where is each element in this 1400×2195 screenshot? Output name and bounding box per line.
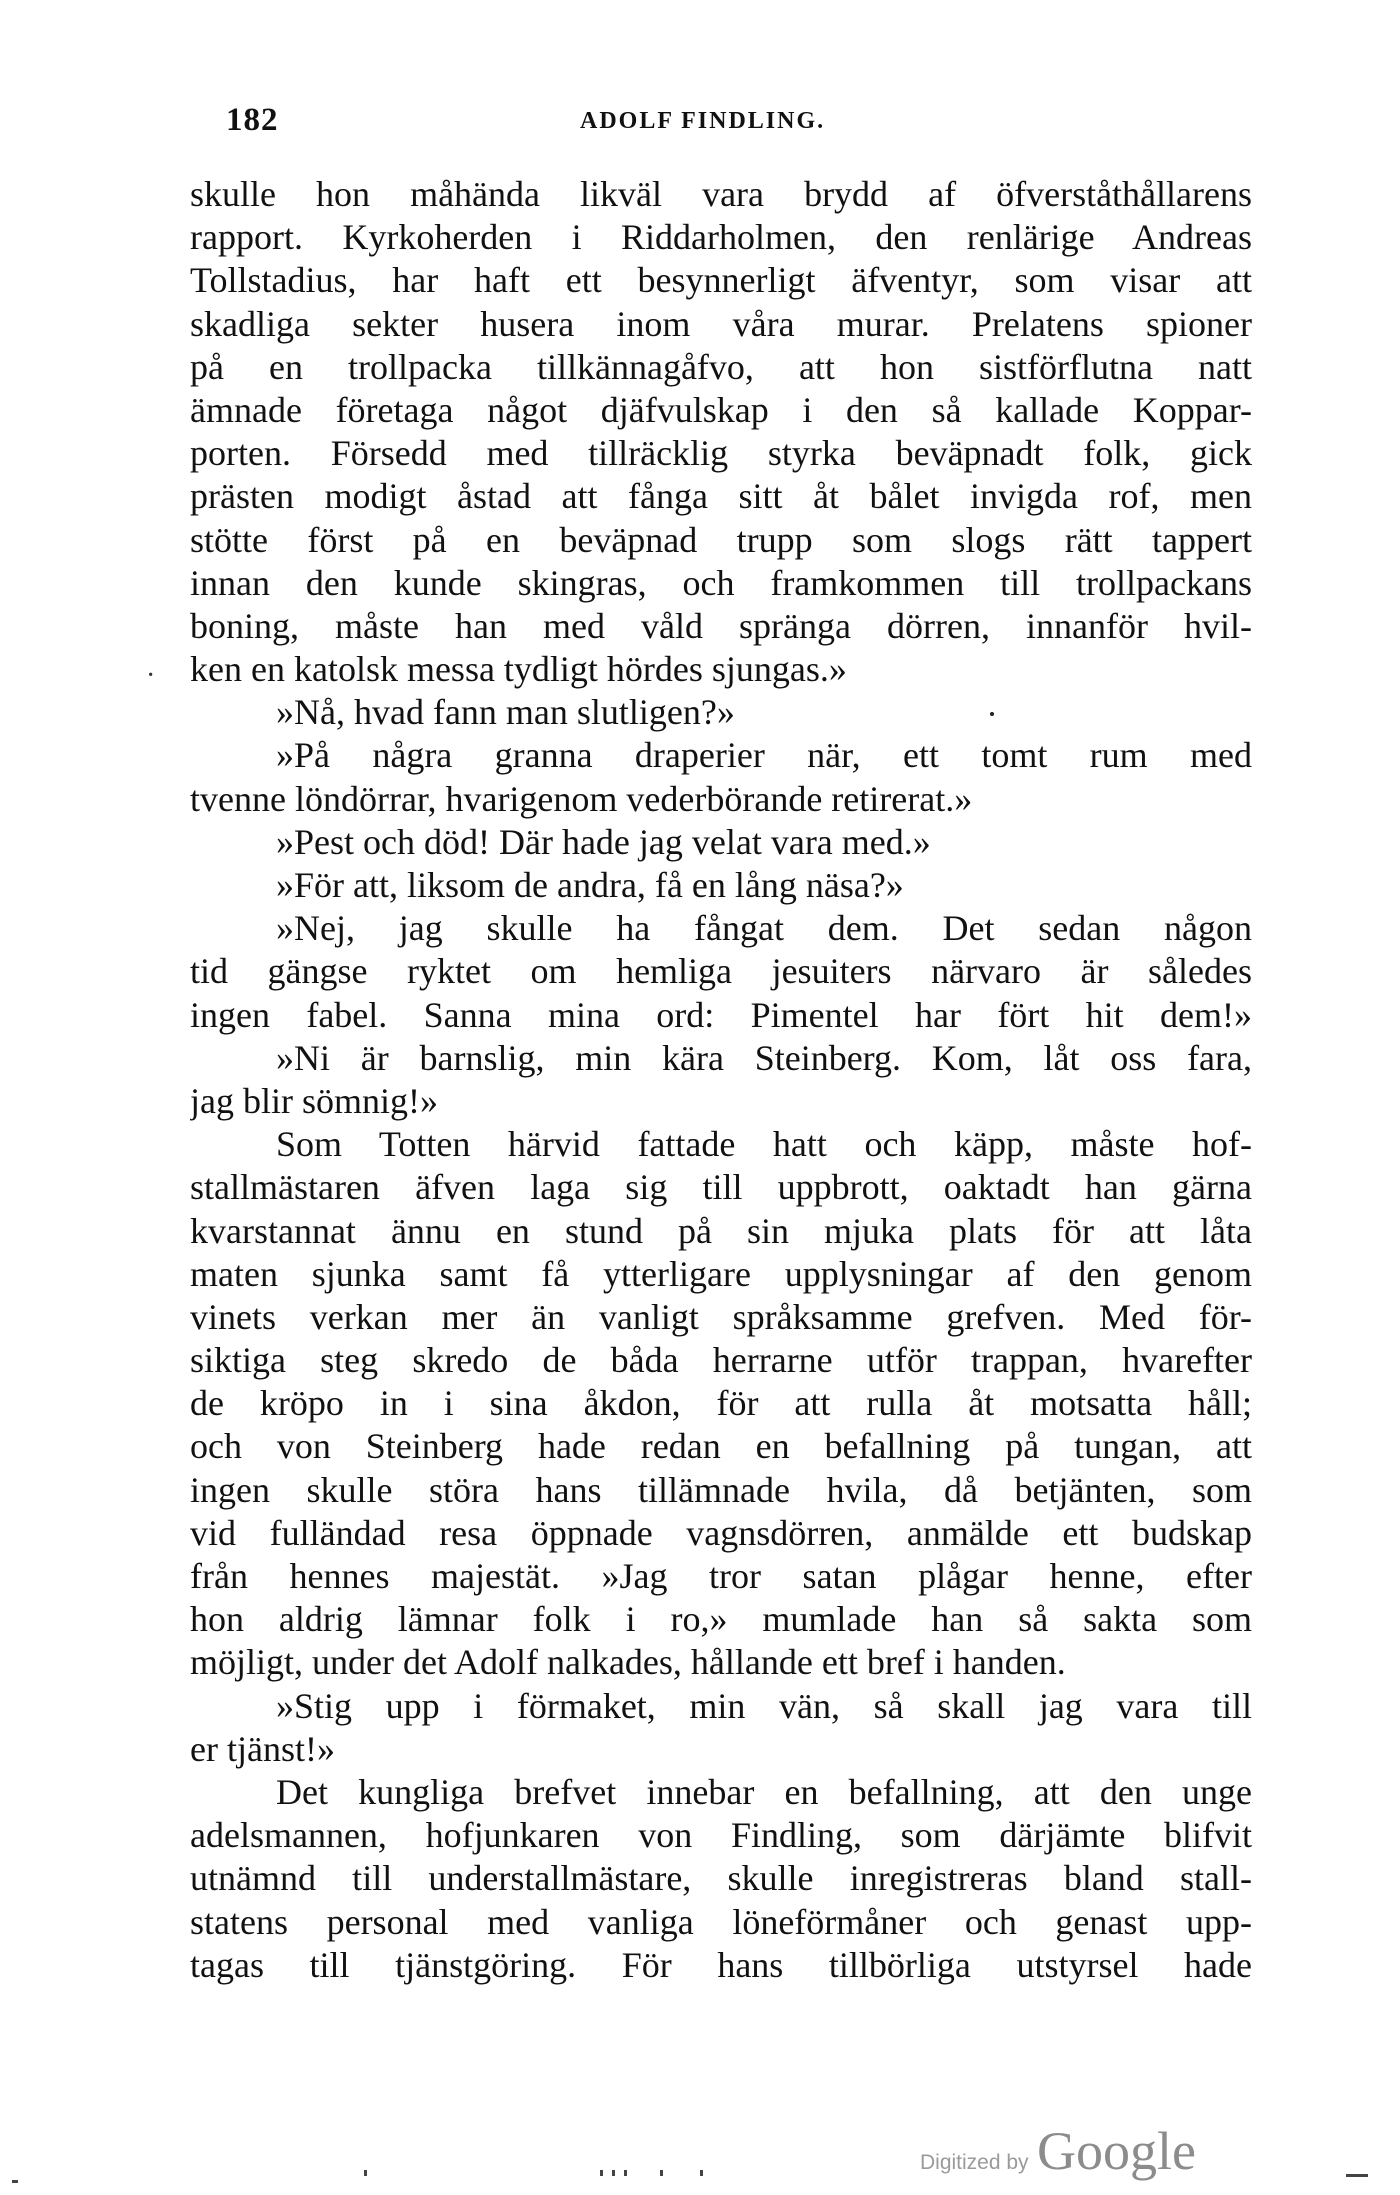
text-line: Tollstadius, har haft ett besynnerligt äfventyr, som visar att [190, 260, 1252, 301]
text-line: prästen modigt åstad att fånga sitt åt bålet invigda rof, men [190, 476, 1252, 517]
text-line: ingen skulle störa hans tillämnade hvila, då betjänten, som [190, 1469, 1252, 1510]
text-line: er tjänst!» [190, 1728, 335, 1769]
text-line: »Nå, hvad fann man slutligen?» [276, 692, 735, 733]
text-line: ämnade företaga något djäfvulskap i den så kallade Koppar- [190, 389, 1252, 430]
scan-mark [612, 2170, 615, 2176]
text-line: boning, måste han med våld spränga dörren, innanför hvil- [190, 605, 1252, 646]
margin-mark: · [146, 660, 156, 691]
body-text [190, 173, 1252, 1987]
google-logo: Google [1037, 2121, 1196, 2181]
text-line: tvenne löndörrar, hvarigenom vederbörande retirerat.» [190, 778, 973, 819]
text-line: från hennes majestät. »Jag tror satan plågar henne, efter [190, 1556, 1252, 1596]
text-line: på en trollpacka tillkännagåfvo, att hon sistförflutna natt [190, 346, 1252, 387]
text-line: hon aldrig lämnar folk i ro,» mumlade han så sakta som [190, 1599, 1252, 1640]
text-line: innan den kunde skingras, och framkommen till trollpackans [190, 562, 1252, 603]
text-line: »Pest och död! Där hade jag velat vara med.» [276, 821, 931, 862]
text-line: »Ni är barnslig, min kära Steinberg. Kom, låt oss fara, [276, 1037, 1252, 1078]
digitized-label: Digitized by [920, 2151, 1029, 2174]
page-number: 182 [226, 102, 279, 138]
text-line: »På några granna draperier när, ett tomt rum med [276, 735, 1252, 776]
scan-mark [12, 2180, 18, 2183]
text-line: ken en katolsk messa tydligt hördes sjungas.» [190, 649, 847, 690]
text-line: jag blir sömnig!» [190, 1080, 438, 1121]
text-line: statens personal med vanliga löneförmåner och genast upp- [190, 1901, 1252, 1942]
text-line: stötte först på en beväpnad trupp som slogs rätt tappert [190, 519, 1252, 560]
text-line: tid gängse ryktet om hemliga jesuiters närvaro är således [190, 951, 1252, 992]
scan-edge-marks [0, 2170, 1400, 2190]
text-line: tagas till tjänstgöring. För hans tillbörliga utstyrsel hade [190, 1944, 1252, 1985]
scan-mark [624, 2170, 627, 2176]
text-line: skadliga sekter husera inom våra murar. Prelatens spioner [190, 303, 1252, 344]
text-line: maten sjunka samt få ytterligare upplysningar af den genom [190, 1253, 1252, 1294]
text-line: porten. Försedd med tillräcklig styrka beväpnadt folk, gick [190, 433, 1252, 474]
text-line: kvarstannat ännu en stund på sin mjuka plats för att låta [190, 1210, 1252, 1251]
text-line: skulle hon måhända likväl vara brydd af öfverståthållarens [190, 174, 1252, 214]
text-line: Som Totten härvid fattade hatt och käpp, måste hof- [276, 1124, 1252, 1165]
scan-mark [364, 2170, 367, 2176]
text-line: vid fulländad resa öppnade vagnsdörren, anmälde ett budskap [190, 1512, 1252, 1553]
text-line: möjligt, under det Adolf nalkades, hållande ett bref i handen. [190, 1642, 1066, 1683]
text-line: stallmästaren äfven laga sig till uppbrott, oaktadt han gärna [190, 1167, 1252, 1208]
text-line: vinets verkan mer än vanligt språksamme grefven. Med för- [190, 1296, 1252, 1337]
text-line: adelsmannen, hofjunkaren von Findling, som därjämte blifvit [190, 1815, 1252, 1856]
scan-mark [1346, 2174, 1368, 2177]
text-line: rapport. Kyrkoherden i Riddarholmen, den renlärige Andreas [190, 217, 1252, 258]
text-line: utnämnd till understallmästare, skulle inregistreras bland stall- [190, 1858, 1252, 1899]
text-line: Det kungliga brefvet innebar en befallning, att den unge [276, 1771, 1252, 1812]
text-line: siktiga steg skredo de båda herrarne utför trappan, hvarefter [190, 1340, 1252, 1381]
text-line: »För att, liksom de andra, få en lång näsa?» [276, 865, 904, 905]
text-line: »Nej, jag skulle ha fångat dem. Det sedan någon [276, 908, 1252, 949]
scan-mark [660, 2170, 663, 2176]
text-line: de kröpo in i sina åkdon, för att rulla åt motsatta håll; [190, 1383, 1252, 1424]
text-line: ingen fabel. Sanna mina ord: Pimentel har fört hit dem!» [190, 994, 1252, 1035]
text-line: och von Steinberg hade redan en befallning på tungan, att [190, 1426, 1252, 1467]
text-line: »Stig upp i förmaket, min vän, så skall jag vara till [276, 1685, 1252, 1726]
running-head: ADOLF FINDLING. [580, 108, 826, 134]
page-header [190, 102, 1250, 152]
scan-mark [600, 2170, 603, 2176]
scan-mark [700, 2170, 703, 2176]
